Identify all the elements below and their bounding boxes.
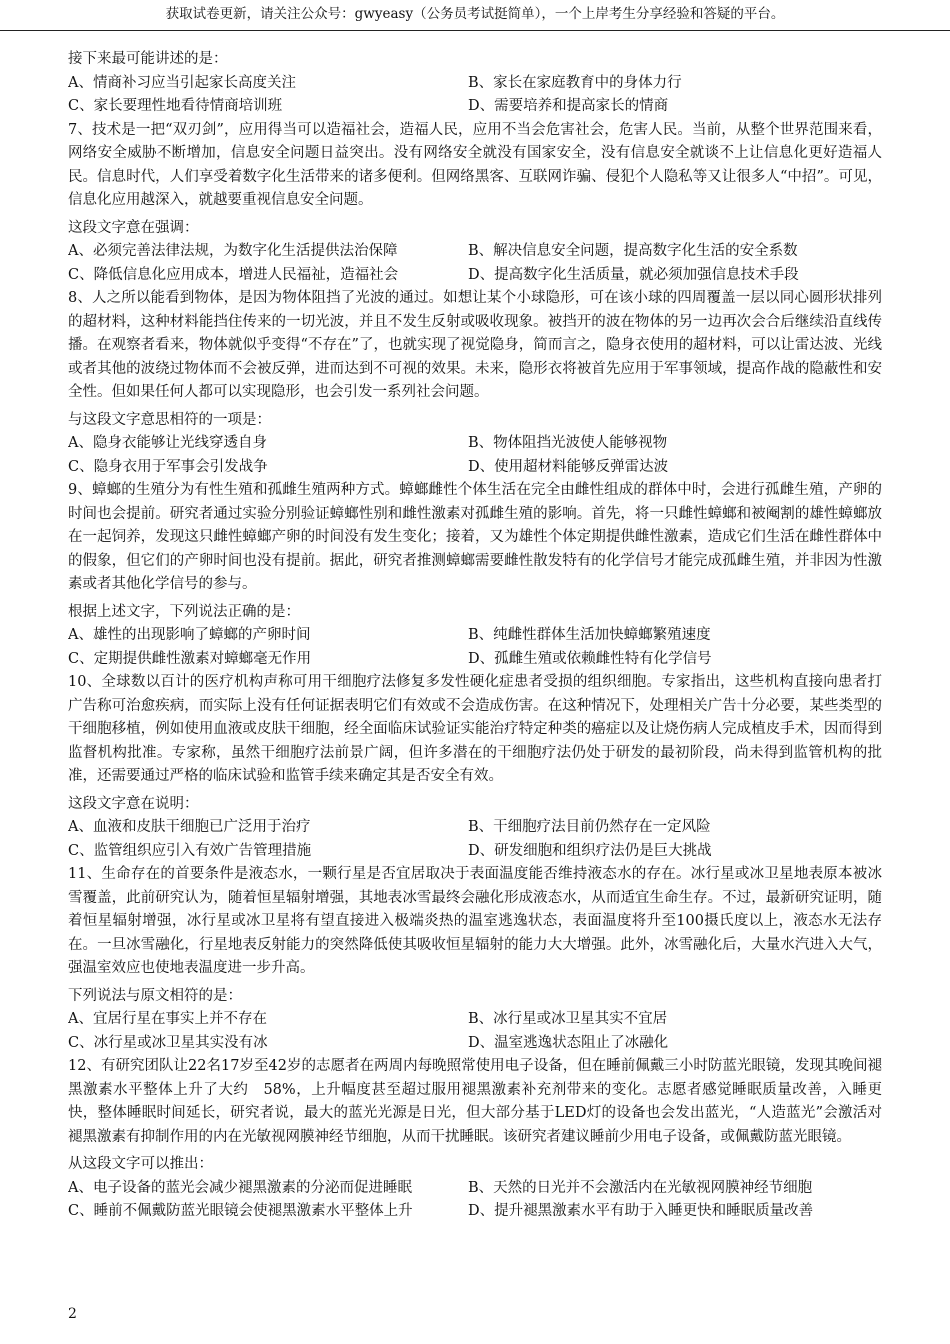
question-12	[68, 1055, 882, 1224]
option-c: C、定期提供雌性激素对蟑螂毫无作用	[68, 650, 312, 667]
options-grid	[68, 1177, 882, 1224]
question-8	[68, 287, 882, 479]
option-a: A、雄性的出现影响了蟑螂的产卵时间	[68, 627, 311, 643]
options-grid	[68, 1008, 882, 1055]
option-c: C、隐身衣用于军事会引发战争	[68, 458, 268, 475]
option-a: A、血液和皮肤干细胞已广泛用于治疗	[68, 819, 311, 835]
page-number: 2	[68, 1306, 77, 1322]
option-d: D、研发细胞和组织疗法仍是巨大挑战	[468, 842, 712, 859]
options-grid	[68, 816, 882, 863]
option-b: B、物体阻挡光波使人能够视物	[468, 435, 668, 451]
page-header	[0, 0, 950, 31]
option-c: C、冰行星或冰卫星其实没有冰	[68, 1034, 268, 1051]
option-b: B、纯雌性群体生活加快蟑螂繁殖速度	[468, 627, 711, 643]
option-a: A、隐身衣能够让光线穿透自身	[68, 435, 267, 451]
question-6-tail	[68, 48, 882, 119]
question-paragraph: 12、有研究团队让22名17岁至42岁的志愿者在两周内每晚照常使用电子设备，但在睡前佩戴三小时防蓝光眼镜，发现其晚间褪黑激素水平整体上升了大约 58%，上升幅度甚至超过服用褪黑激素补充剂带来的变化。志愿者感觉睡眠质量改善，入睡更快，整体睡眠时间延长，研究者说，最大的蓝光光源是日光，但大部分基于LED灯的设备也会发出蓝光，“人造蓝光”会激活对褪黑激素有抑制作用的内在光敏视网膜神经节细胞，从而干扰睡眠。该研究者建议睡前少用电子设备，或佩戴防蓝光眼镜。	[68, 1058, 882, 1145]
option-d: D、使用超材料能够反弹雷达波	[468, 458, 669, 475]
question-stem: 接下来最可能讲述的是：	[68, 51, 228, 67]
header-text: 获取试卷更新，请关注公众号：gwyeasy（公务员考试挺简单），一个上岸考生分享经验和答疑的平台。	[165, 6, 785, 22]
options-grid	[68, 432, 882, 479]
option-a: A、情商补习应当引起家长高度关注	[68, 74, 296, 91]
option-a: A、宜居行星在事实上并不存在	[68, 1011, 267, 1027]
option-a: A、必须完善法律法规，为数字化生活提供法治保障	[68, 243, 398, 259]
question-stem: 这段文字意在强调：	[68, 219, 199, 236]
question-stem: 这段文字意在说明：	[68, 795, 199, 812]
option-b: B、家长在家庭教育中的身体力行	[468, 74, 682, 91]
option-b: B、冰行星或冰卫星其实不宜居	[468, 1011, 668, 1027]
question-10	[68, 671, 882, 863]
question-stem: 从这段文字可以推出：	[68, 1156, 213, 1172]
option-d: D、提升褪黑激素水平有助于入睡更快和睡眠质量改善	[468, 1203, 814, 1219]
option-b: B、解决信息安全问题，提高数字化生活的安全系数	[468, 243, 798, 259]
question-paragraph: 9、蟑螂的生殖分为有性生殖和孤雌生殖两种方式。蟑螂雌性个体生活在完全由雌性组成的群体中时，会进行孤雌生殖，产卵的时间也会提前。研究者通过实验分别验证蟑螂性别和雌性激素对孤雌生殖的影响。首先，将一只雌性蟑螂和被阉割的雄性蟑螂放在一起饲养，发现这只雌性蟑螂产卵的时间没有发生变化；接着，又为雄性个体定期提供雌性激素，造成它们生活在雌性群体中的假象，但它们的产卵时间也没有提前。据此，研究者推测蟑螂需要雌性散发特有的化学信号才能完成孤雌生殖，并非因为性激素或者其他化学信号的参与。	[68, 482, 882, 592]
option-c: C、监管组织应引入有效广告管理措施	[68, 842, 312, 859]
question-7	[68, 119, 882, 288]
question-11	[68, 863, 882, 1055]
question-paragraph: 11、生命存在的首要条件是液态水，一颗行星是否宜居取决于表面温度能否维持液态水的存在。冰行星或冰卫星地表原本被冰雪覆盖，此前研究认为，随着恒星辐射增强，其地表冰雪最终会融化形成液态水，从而适宜生命生存。不过，最新研究证明，随着恒星辐射增强，冰行星或冰卫星将有望直接进入极端炎热的温室逃逸状态，表面温度将升至100摄氏度以上，液态水无法存在。一旦冰雪融化，行星地表反射能力的突然降低使其吸收恒星辐射的能力大大增强。此外，冰雪融化后，大量水汽进入大气，强温室效应也使地表温度进一步升高。	[68, 866, 882, 976]
option-b: B、天然的日光并不会激活内在光敏视网膜神经节细胞	[468, 1179, 813, 1196]
question-paragraph: 7、技术是一把“双刃剑”，应用得当可以造福社会，造福人民，应用不当会危害社会，危害人民。当前，从整个世界范围来看，网络安全威胁不断增加，信息安全问题日益突出。没有网络安全就没有国家安全，没有信息安全就谈不上让信息化更好造福人民。信息时代，人们享受着数字化生活带来的诸多便利。但网络黑客、互联网诈骗、侵犯个人隐私等又让很多人“中招”。可见，信息化应用越深入，就越要重视信息安全问题。	[68, 121, 882, 208]
options-grid	[68, 240, 882, 287]
option-c: C、家长要理性地看待情商培训班	[68, 98, 283, 114]
option-c: C、降低信息化应用成本，增进人民福祉，造福社会	[68, 266, 399, 283]
options-grid	[68, 72, 882, 119]
question-stem: 下列说法与原文相符的是：	[68, 987, 242, 1004]
option-d: D、提高数字化生活质量，就必须加强信息技术手段	[468, 266, 799, 283]
option-d: D、需要培养和提高家长的情商	[468, 98, 669, 114]
options-grid	[68, 624, 882, 671]
question-paragraph: 8、人之所以能看到物体，是因为物体阻挡了光波的通过。如想让某个小球隐形，可在该小球的四周覆盖一层以同心圆形状排列的超材料，这种材料能挡住传来的一切光波，并且不发生反射或吸收现象。被挡开的波在物体的另一边再次会合后继续沿直线传播。在观察者看来，物体就似乎变得“不存在”了，也就实现了视觉隐身，简而言之，隐身衣使用的超材料，可以让雷达波、光线或者其他的波绕过物体而不会被反弹，进而达到不可视的效果。未来，隐形衣将被首先应用于军事领域，提高作战的隐蔽性和安全性。但如果任何人都可以实现隐形，也会引发一系列社会问题。	[68, 290, 882, 400]
option-b: B、干细胞疗法目前仍然存在一定风险	[468, 819, 711, 835]
question-stem: 与这段文字意思相符的一项是：	[68, 411, 271, 428]
question-9	[68, 479, 882, 671]
question-paragraph: 10、全球数以百计的医疗机构声称可用干细胞疗法修复多发性硬化症患者受损的组织细胞。专家指出，这些机构直接向患者打广告称可治愈疾病，而实际上没有任何证据表明它们有效或不会造成伤害。在这种情况下，处理相关广告十分必要，某些类型的干细胞移植，例如使用血液或皮肤干细胞，经全面临床试验证实能治疗特定种类的癌症以及让烧伤病人完成植皮手术，因而得到监督机构批准。专家称，虽然干细胞疗法前景广阔，但许多潜在的干细胞疗法仍处于研发的最初阶段，尚未得到监管机构的批准，还需要通过严格的临床试验和监管手续来确定其是否安全有效。	[68, 674, 882, 784]
option-d: D、孤雌生殖或依赖雌性特有化学信号	[468, 650, 712, 667]
option-a: A、电子设备的蓝光会减少褪黑激素的分泌而促进睡眠	[68, 1179, 412, 1196]
option-d: D、温室逃逸状态阻止了冰融化	[468, 1034, 669, 1051]
question-stem: 根据上述文字，下列说法正确的是：	[68, 603, 300, 620]
document-body	[68, 44, 882, 1224]
option-c: C、睡前不佩戴防蓝光眼镜会使褪黑激素水平整体上升	[68, 1203, 413, 1219]
